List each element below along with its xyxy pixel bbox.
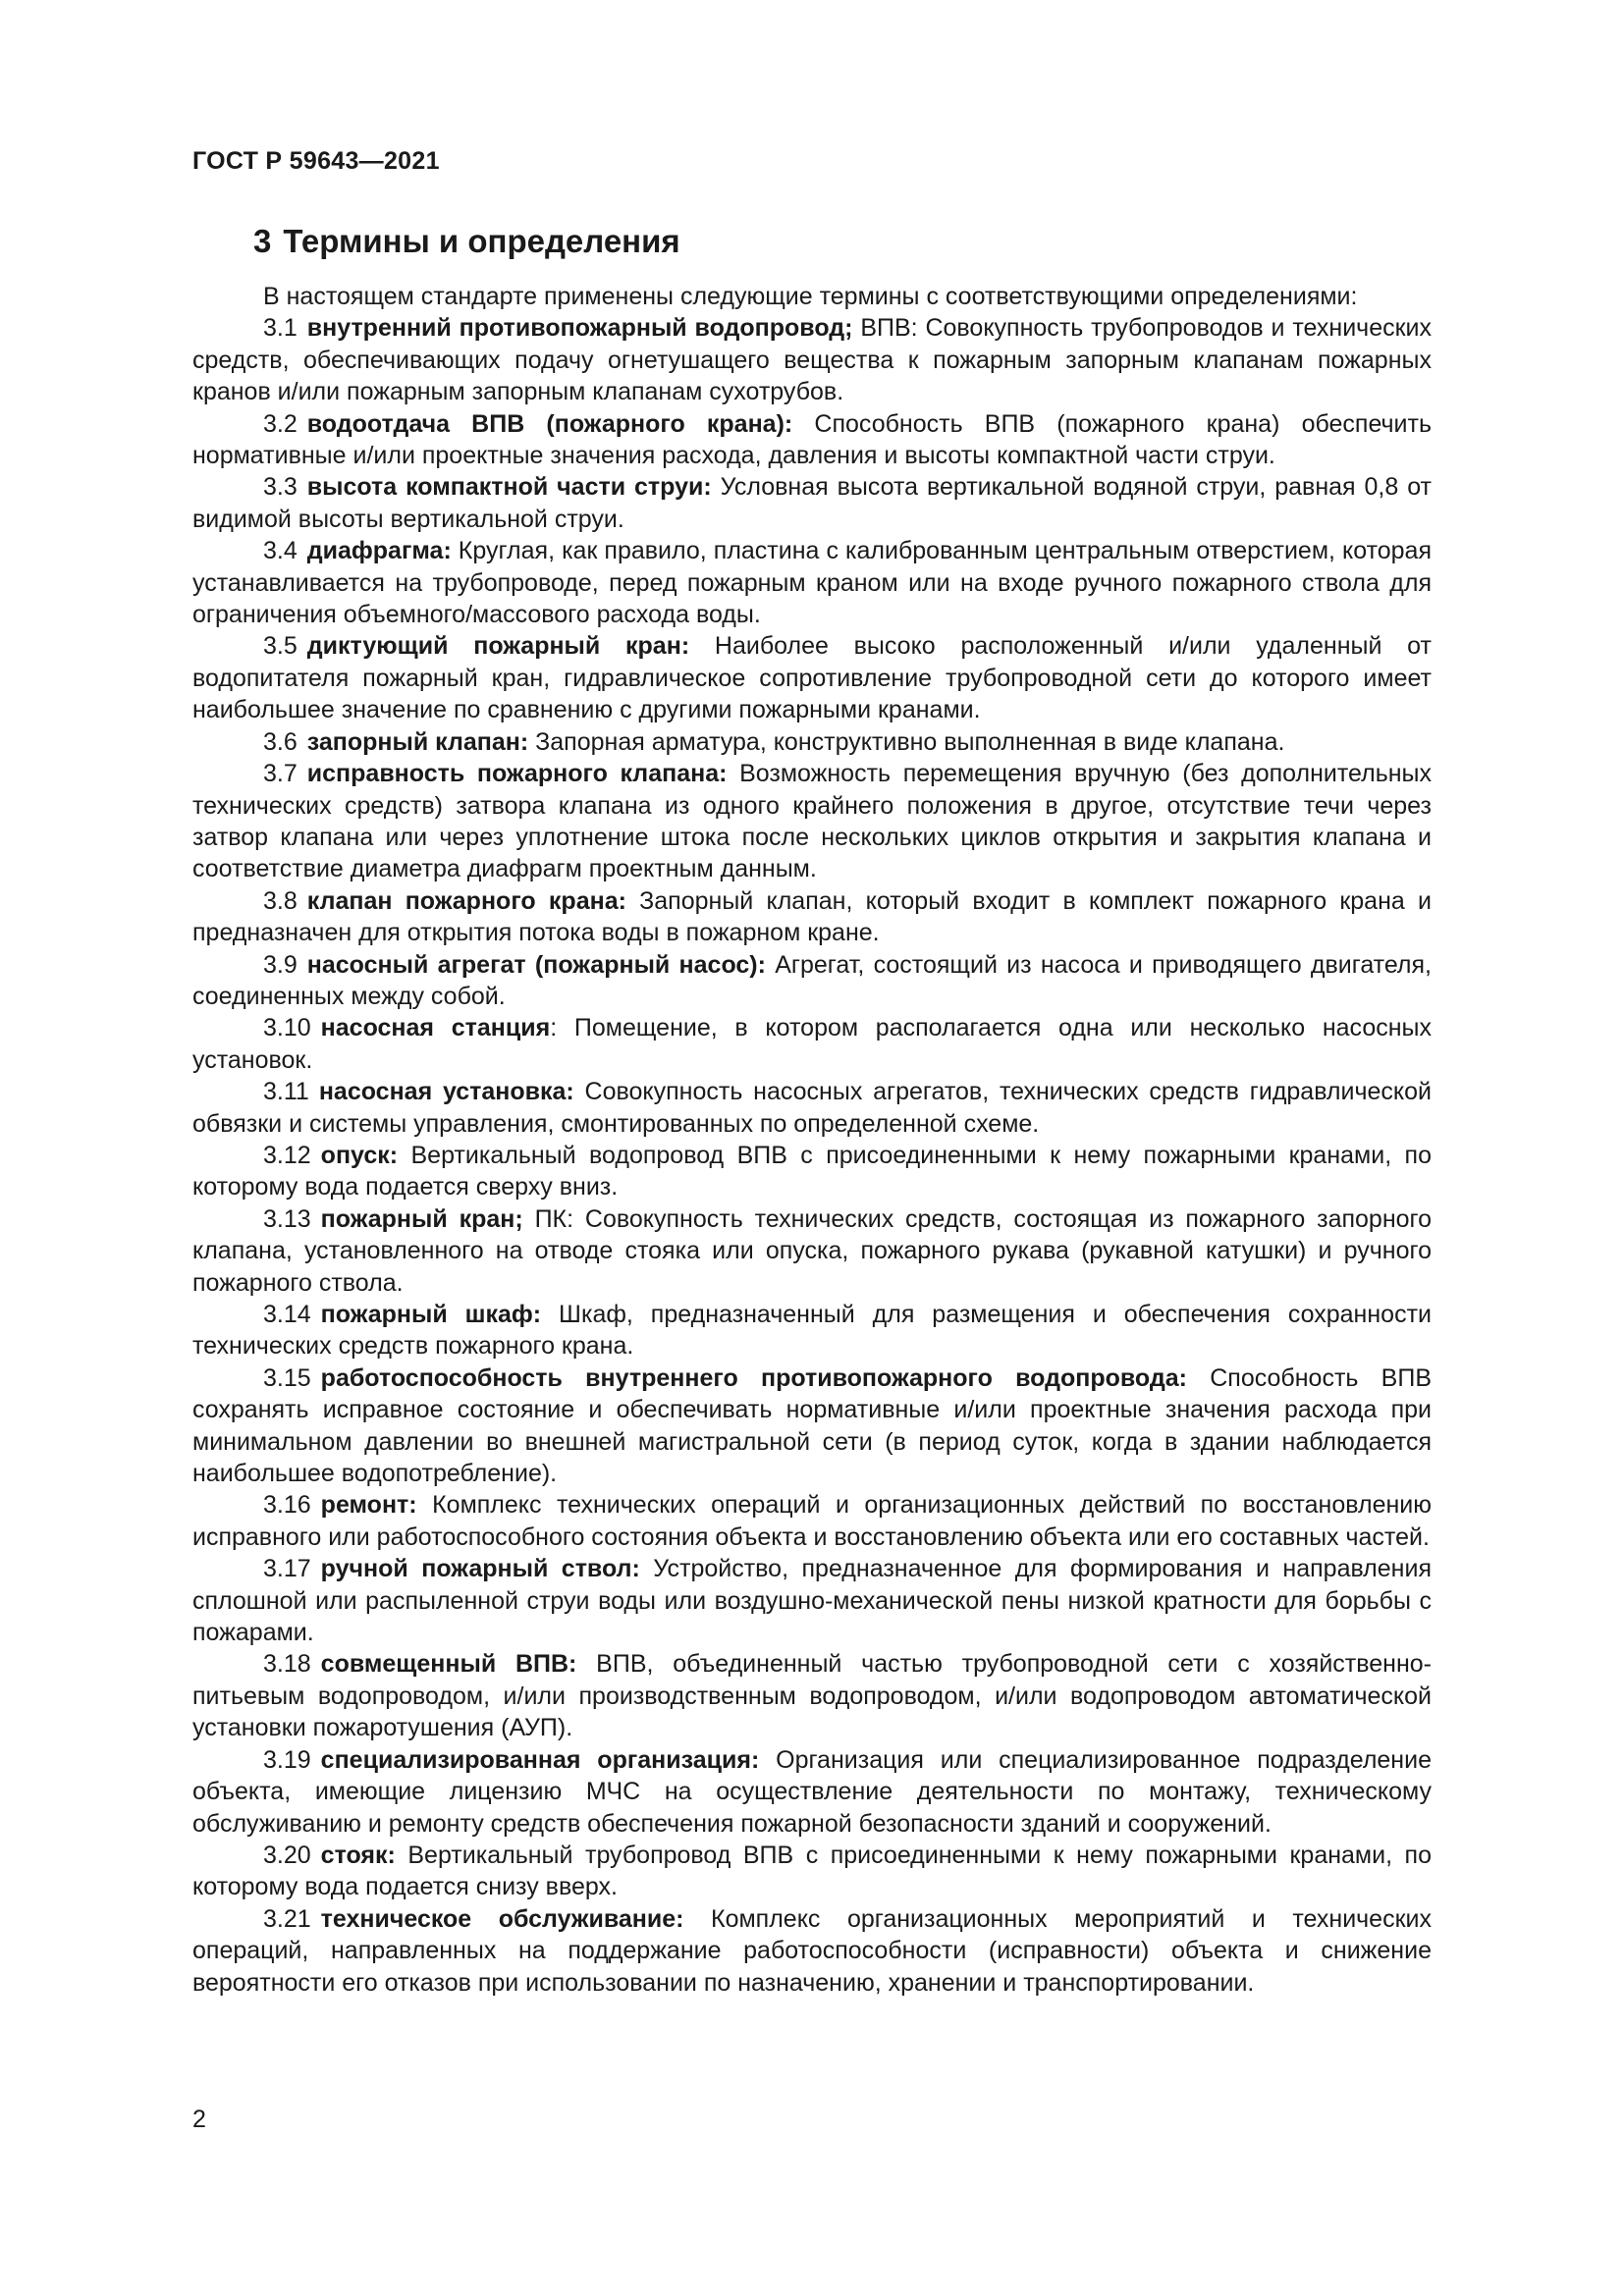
term-number: 3.4	[263, 537, 298, 565]
term-definition	[192, 535, 1432, 630]
term-number: 3.16	[263, 1491, 311, 1520]
term-definition	[192, 1203, 1432, 1299]
term-name: насосная станция	[320, 1014, 551, 1042]
term-name: диафрагма:	[306, 537, 452, 565]
term-text: Организация или специализированное подразделение объекта, имеющие лицензию МЧС на осуществление деятельности по монтажу, техническому обслуживанию и ремонту средств обеспечения пожарной безопасности зданий и сооружений.	[192, 1745, 1432, 1838]
term-name: пожарный шкаф:	[320, 1301, 542, 1328]
term-definition	[192, 758, 1432, 885]
term-definition	[192, 1553, 1432, 1648]
term-text: Вертикальный трубопровод ВПВ с присоединенными к нему пожарными кранами, по которому вода подается снизу вверх.	[192, 1841, 1432, 1901]
term-definition	[192, 1076, 1432, 1140]
term-name: насосный агрегат (пожарный насос):	[306, 950, 766, 979]
intro-paragraph: В настоящем стандарте применены следующие термины с соответствующими определениями:	[263, 283, 1358, 310]
term-name: работоспособность внутреннего противопожарного водопровода:	[320, 1363, 1187, 1392]
term-text: Наиболее высоко расположенный и/или удаленный от водопитателя пожарный кран, гидравлическое сопротивление трубопроводной сети до которого имеет наибольшее значение по сравнению с другими пожарными кранами.	[192, 632, 1432, 724]
term-text: Комплекс технических операций и организационных действий по восстановлению исправного или работоспособного состояния объекта и восстановлению объекта или его составных частей.	[192, 1491, 1432, 1551]
term-number: 3.20	[263, 1841, 311, 1869]
term-text: Запорный клапан, который входит в комплект пожарного крана и предназначен для открытия потока воды в пожарном кране.	[192, 886, 1432, 947]
term-name: исправность пожарного клапана:	[306, 760, 728, 788]
term-definition	[192, 1903, 1432, 1999]
term-name: высота компактной части струи:	[306, 473, 712, 502]
term-number: 3.13	[263, 1204, 311, 1233]
section-number: 3	[253, 223, 272, 259]
term-text: Возможность перемещения вручную (без дополнительных технических средств) затвора клапана из одного крайнего положения в другое, отсутствие течи через затвор клапана или через уплотнение штока после нескольких циклов открытия и закрытия клапана и соответствие диаметра диафрагм проектным данным.	[192, 760, 1432, 883]
term-text: Условная высота вертикальной водяной струи, равная 0,8 от видимой высоты вертикальной струи.	[192, 473, 1433, 533]
term-name: ручной пожарный ствол:	[320, 1555, 640, 1583]
term-number: 3.21	[263, 1904, 311, 1933]
term-definition	[192, 949, 1432, 1013]
term-text: Способность ВПВ сохранять исправное состояние и обеспечивать нормативные и/или проектные значения расхода при минимальном давлении во внешней магистральной сети (в период суток, когда в здании наблюдается наибольшее водопотребление).	[192, 1363, 1432, 1488]
term-text: Комплекс организационных мероприятий и технических операций, направленных на поддержание работоспособности (исправности) объекта и снижение вероятности его отказов при использовании по назначению, хранении и транспортировании.	[192, 1904, 1432, 1997]
term-number: 3.8	[263, 886, 298, 915]
term-number: 3.17	[263, 1555, 311, 1583]
term-text: ПК: Совокупность технических средств, состоящая из пожарного запорного клапана, установленного на отводе стояка или опуска, пожарного рукава (рукавной катушки) и ручного пожарного ствола.	[192, 1204, 1433, 1297]
term-definition	[192, 630, 1432, 725]
term-number: 3.5	[263, 632, 298, 661]
term-definition	[192, 312, 1432, 407]
term-text: Вертикальный водопровод ВПВ с присоединенными к нему пожарными кранами, по которому вода подается сверху вниз.	[192, 1141, 1432, 1201]
term-name: насосная установка:	[318, 1078, 574, 1106]
term-number: 3.6	[263, 727, 298, 756]
page-content	[192, 218, 1432, 1999]
term-text: ВПВ, объединенный частью трубопроводной сети с хозяйственно-питьевым водопроводом, и/или производственным водопроводом, и/или водопроводом автоматической установки пожаротушения (АУП).	[192, 1650, 1432, 1742]
term-name: опуск:	[320, 1141, 399, 1169]
term-number: 3.14	[263, 1301, 311, 1328]
term-definition	[192, 1299, 1432, 1362]
page-number: 2	[192, 2106, 206, 2133]
term-number: 3.2	[263, 409, 298, 438]
term-definition	[192, 1489, 1432, 1553]
term-name: ремонт:	[320, 1491, 417, 1520]
term-text: Агрегат, состоящий из насоса и приводящего двигателя, соединенных между собой.	[192, 950, 1432, 1010]
term-number: 3.11	[263, 1078, 309, 1106]
term-definition	[192, 408, 1432, 472]
term-definition	[192, 1012, 1432, 1076]
term-number: 3.7	[263, 760, 298, 788]
term-definition	[192, 471, 1432, 535]
term-name: пожарный кран;	[320, 1204, 523, 1233]
term-name: специализированная организация:	[320, 1745, 760, 1774]
term-definition	[192, 1744, 1432, 1840]
term-number: 3.10	[263, 1014, 311, 1042]
term-number: 3.12	[263, 1141, 311, 1169]
term-name: диктующий пожарный кран:	[306, 632, 690, 661]
term-name: совмещенный ВПВ:	[320, 1650, 577, 1679]
term-text: Запорная арматура, конструктивно выполненная в виде клапана.	[528, 727, 1285, 756]
term-number: 3.3	[263, 473, 298, 502]
term-name: внутренний противопожарный водопровод;	[306, 314, 853, 343]
term-name: стояк:	[320, 1841, 396, 1869]
term-definition	[192, 1840, 1432, 1903]
term-name: клапан пожарного крана:	[306, 886, 626, 915]
term-definition	[192, 1648, 1432, 1743]
term-number: 3.19	[263, 1745, 311, 1774]
term-number: 3.15	[263, 1363, 311, 1392]
term-name: запорный клапан:	[306, 727, 529, 756]
section-title: Термины и определения	[283, 223, 680, 259]
term-number: 3.18	[263, 1650, 311, 1679]
term-text: Круглая, как правило, пластина с калиброванным центральным отверстием, которая устанавливается на трубопроводе, перед пожарным краном или на входе ручного пожарного ствола для ограничения объемного/массового расхода воды.	[192, 537, 1432, 629]
term-text: Шкаф, предназначенный для размещения и обеспечения сохранности технических средств пожарного крана.	[192, 1301, 1432, 1361]
term-definition	[192, 1140, 1432, 1203]
section-heading	[253, 218, 1432, 265]
term-name: техническое обслуживание:	[320, 1904, 684, 1933]
term-definition	[192, 885, 1432, 949]
term-text: Совокупность насосных агрегатов, технических средств гидравлической обвязки и системы управления, смонтированных по определенной схеме.	[192, 1078, 1432, 1138]
term-text: Способность ВПВ (пожарного крана) обеспечить нормативные и/или проектные значения расхода, давления и высоты компактной части струи.	[192, 409, 1432, 470]
term-number: 3.1	[263, 314, 298, 343]
term-text: Устройство, предназначенное для формирования и направления сплошной или распыленной струи воды или воздушно-механической пены низкой кратности для борьбы с пожарами.	[192, 1555, 1432, 1647]
term-definition	[192, 1362, 1432, 1490]
term-text: : Помещение, в котором располагается одна или несколько насосных установок.	[192, 1014, 1432, 1074]
terms-list	[192, 312, 1432, 1999]
document-code-header: ГОСТ Р 59643—2021	[192, 147, 440, 175]
term-definition	[192, 726, 1432, 758]
term-name: водоотдача ВПВ (пожарного крана):	[306, 409, 793, 438]
term-text: ВПВ: Совокупность трубопроводов и технических средств, обеспечивающих подачу огнетушащего вещества к пожарным запорным клапанам пожарных кранов и/или пожарным запорным клапанам сухотрубов.	[192, 314, 1433, 406]
term-number: 3.9	[263, 950, 298, 979]
